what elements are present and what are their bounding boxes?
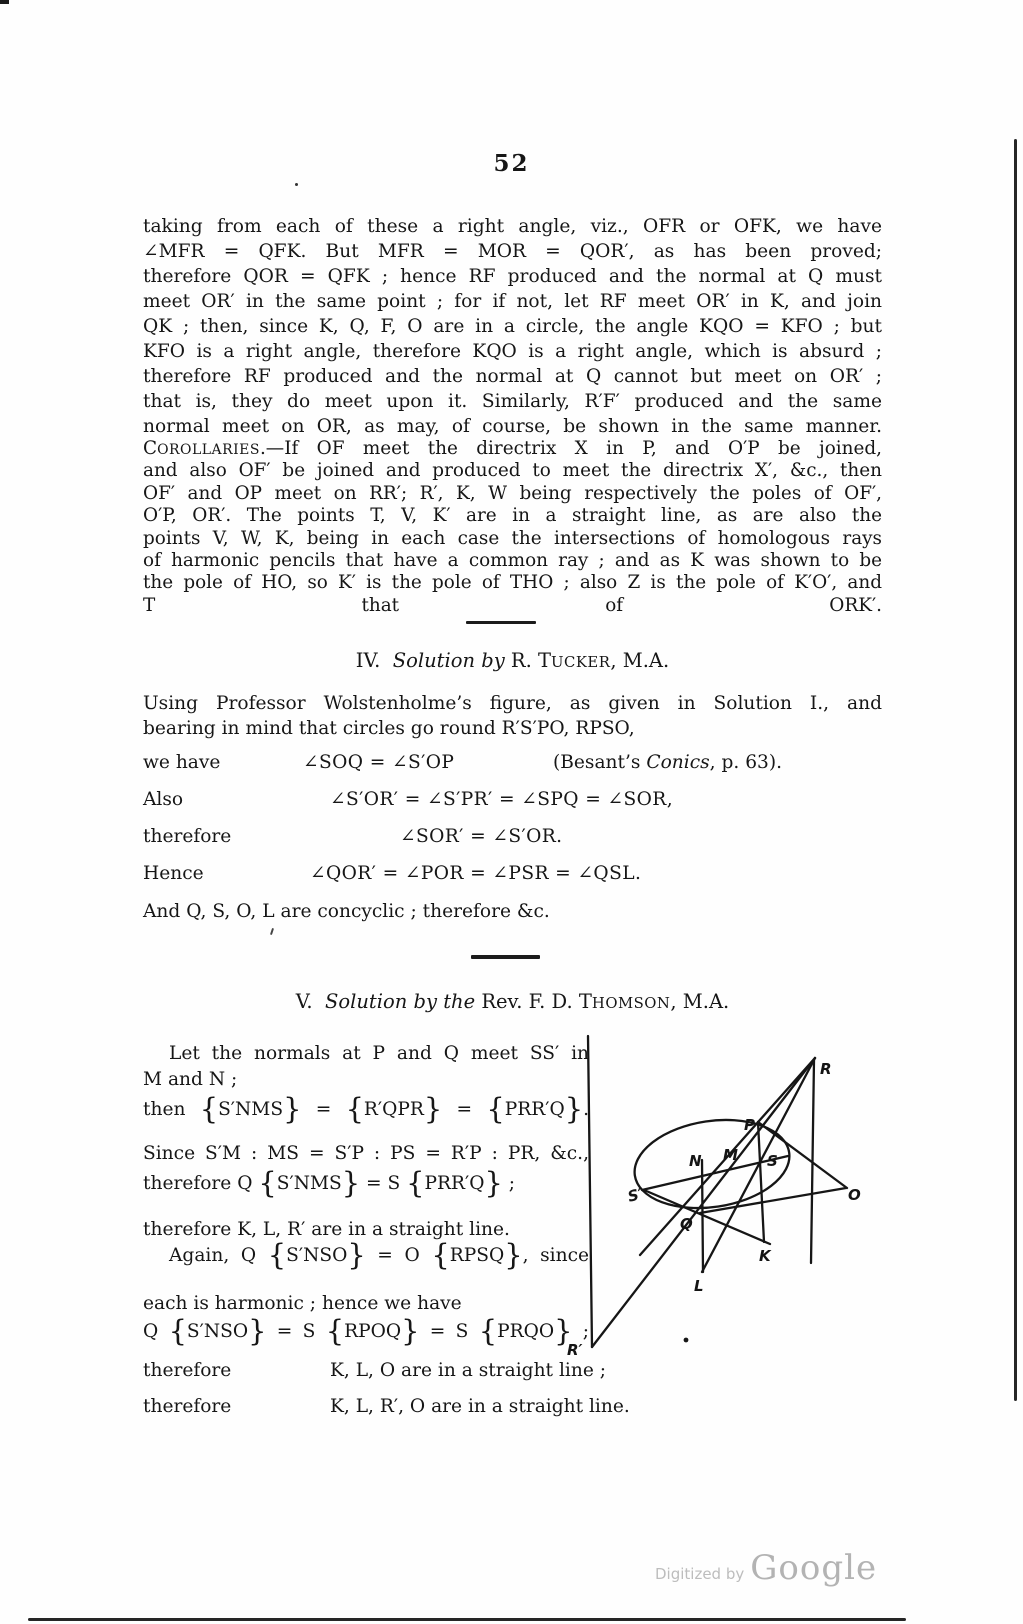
scan-speck xyxy=(295,183,298,186)
text-line: T that of ORK′. xyxy=(143,594,882,616)
figure-label-N: N xyxy=(689,1152,702,1170)
digitized-by-google-watermark xyxy=(655,1548,985,1588)
text-line: therefore K, L, R′ are in a straight line. xyxy=(143,1219,510,1240)
text-line: KFO is a right angle, therefore KQO is a right angle, which is absurd ; xyxy=(143,341,882,362)
text-line: Let the normals at P and Q meet SS′ in xyxy=(169,1043,589,1064)
text-line: OF′ and OP meet on RR′; R′, K, W being respectively the poles of OF′, xyxy=(143,482,882,504)
text-line: bearing in mind that circles go round R′S′PO, RPSO, xyxy=(143,718,635,739)
text-line: taking from each of these a right angle, viz., OFR or OFK, we have xyxy=(143,216,882,237)
text-line: Using Professor Wolstenholme’s figure, as given in Solution I., and xyxy=(143,693,882,714)
section5-heading: V. Solution by the Rev. F. D. THOMSON, M.A. xyxy=(295,990,730,1013)
directrix-line xyxy=(588,1036,592,1347)
line-N-L-vertical xyxy=(702,1160,703,1272)
page-number: 52 xyxy=(493,150,530,177)
conic-geometry-figure xyxy=(540,1008,1020,1468)
text-line: and also OF′ be joined and produced to meet the directrix X′, &c., then xyxy=(143,460,882,482)
conclusion-line: And Q, S, O, L are concyclic ; therefore &c. xyxy=(143,901,550,922)
conclusion-row: therefore K, L, O are in a straight line ; xyxy=(143,1360,606,1381)
section-divider xyxy=(466,621,536,624)
scan-speck xyxy=(270,928,274,935)
figure-label-M: M xyxy=(723,1146,738,1164)
text-line: O′P, OR′. The points T, V, K′ are in a straight line, as are also the xyxy=(143,505,882,527)
scan-edge-artifact-bottom xyxy=(28,1618,906,1621)
google-logo: Google xyxy=(750,1548,878,1588)
equation-row: Hence ∠QOR′ = ∠POR = ∠PSR = ∠QSL. xyxy=(143,863,642,884)
equation-row: therefore ∠SOR′ = ∠S′OR. xyxy=(143,826,563,847)
stray-dot xyxy=(684,1338,689,1343)
figure-label-Sprime: S′ xyxy=(625,1184,645,1206)
paragraph-continuation xyxy=(143,214,882,439)
figure-label-O: O xyxy=(848,1186,861,1204)
text-line: points V, W, K, being in each case the intersections of homologous rays xyxy=(143,527,882,549)
line-P-S-K-vertical xyxy=(758,1122,764,1242)
text-line: meet OR′ in the same point ; for if not, let RF meet OR′ in K, and join xyxy=(143,291,882,312)
besant-reference: (Besant’s Conics, p. 63). xyxy=(553,752,783,773)
figure-label-P: P xyxy=(744,1116,755,1134)
text-line: normal meet on OR, as may, of course, be shown in the same manner. xyxy=(143,416,882,437)
scan-corner-artifact xyxy=(0,0,9,4)
section-divider xyxy=(471,955,540,959)
tucker-intro-paragraph xyxy=(143,691,882,741)
text-line: ∠MFR = QFK. But MFR = MOR = QOR′, as has been proved; xyxy=(143,241,882,262)
scan-edge-artifact-right xyxy=(1014,139,1017,1401)
figure-label-S: S xyxy=(767,1152,778,1170)
pencil-equation: then {S′NMS} = {R′QPR} = {PRR′Q}. xyxy=(143,1092,589,1127)
section4-heading: IV. Solution by R. TUCKER, M.A. xyxy=(355,649,670,672)
equation-row: we have ∠SOQ = ∠S′OP (Besant’s Conics, p. 63). xyxy=(143,752,783,773)
text-line: each is harmonic ; hence we have xyxy=(143,1293,462,1314)
figure-label-Rprime: R′ xyxy=(567,1341,583,1359)
text-line: M and N ; xyxy=(143,1069,238,1090)
figure-label-L: L xyxy=(694,1277,704,1295)
text-line: of harmonic pencils that have a common ray ; and as K was shown to be xyxy=(143,549,882,571)
conclusion-row: therefore K, L, R′, O are in a straight line. xyxy=(143,1396,630,1417)
text-line: Since S′M : MS = S′P : PS = R′P : PR, &c., xyxy=(143,1143,589,1164)
equation-row: Also ∠S′OR′ = ∠S′PR′ = ∠SPQ = ∠SOR, xyxy=(143,789,674,810)
figure-label-R: R xyxy=(820,1060,832,1078)
watermark-text: Digitized by xyxy=(655,1565,745,1583)
corollaries-first-line: COROLLARIES.—If OF meet the directrix X in P, and O′P be joined, xyxy=(143,438,882,459)
text-line: QK ; then, since K, Q, F, O are in a circle, the angle KQO = KFO ; but xyxy=(143,316,882,337)
pencil-equation: Q {S′NSO} = S {RPOQ} = S {PRQO} ; xyxy=(143,1314,589,1349)
text-line: therefore RF produced and the normal at Q cannot but meet on OR′ ; xyxy=(143,366,882,387)
pencil-equation: Again, Q {S′NSO} = O {RPSQ}, since xyxy=(169,1238,589,1273)
pencil-equation: therefore Q {S′NMS} = S {PRR′Q} ; xyxy=(143,1166,516,1201)
text-line: therefore QOR = QFK ; hence RF produced and the normal at Q must xyxy=(143,266,882,287)
text-line: that is, they do meet upon it. Similarly, R′F′ produced and the same xyxy=(143,391,882,412)
corollaries-paragraph xyxy=(143,438,882,617)
text-line: the pole of HO, so K′ is the pole of THO ; also Z is the pole of K′O′, and xyxy=(143,572,882,594)
figure-label-Q: Q xyxy=(680,1215,693,1233)
line-Q-O xyxy=(700,1188,846,1213)
figure-label-K: K xyxy=(759,1247,771,1265)
